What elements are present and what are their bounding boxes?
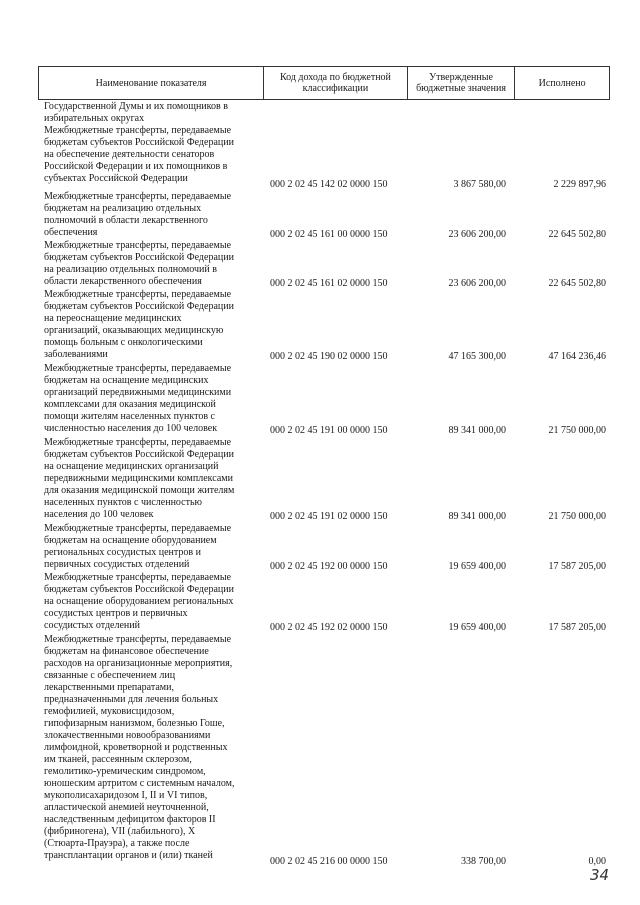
row-code: 000 2 02 45 161 02 0000 150 bbox=[270, 278, 388, 289]
row-executed: 21 750 000,00 bbox=[548, 511, 606, 522]
row-executed: 17 587 205,00 bbox=[548, 561, 606, 572]
row-executed: 2 229 897,96 bbox=[553, 179, 606, 190]
row-code: 000 2 02 45 192 00 0000 150 bbox=[270, 561, 388, 572]
row-code: 000 2 02 45 190 02 0000 150 bbox=[270, 351, 388, 362]
header-approved: Утвержденные бюджетные значения bbox=[408, 67, 516, 99]
row-executed: 17 587 205,00 bbox=[548, 622, 606, 633]
row-name: Межбюджетные трансферты, передаваемые бюджетам на оснащение медицинских организаций передвижными медицинскими комплексами для оказания медицинской помощи жителям населенных пунктов с численностью населения до 100 человек bbox=[44, 363, 232, 434]
row-name: Межбюджетные трансферты, передаваемые бюджетам субъектов Российской Федерации на оснащение медицинских организаций передвижными медицинскими комплексами для оказания медицинской помощи жителям населенных пунктов с численностью населения до 100 человек bbox=[44, 437, 235, 520]
row-approved: 3 867 580,00 bbox=[453, 179, 506, 190]
row-code: 000 2 02 45 142 02 0000 150 bbox=[270, 179, 388, 190]
row-executed: 22 645 502,80 bbox=[548, 278, 606, 289]
header-name: Наименование показателя bbox=[39, 67, 264, 99]
row-code: 000 2 02 45 161 00 0000 150 bbox=[270, 229, 388, 240]
row-name: Межбюджетные трансферты, передаваемые бюджетам на оснащение оборудованием региональных сосудистых центров и первичных сосудистых отделений bbox=[44, 523, 232, 570]
table-header bbox=[38, 66, 610, 100]
row-name: Межбюджетные трансферты, передаваемые бюджетам на финансовое обеспечение расходов на организационные мероприятия, связанные с обеспечением лиц лекарственными препаратами, предназначенными для лечения больных гемофилией, муковисцидозом, гипофизарным нанизмом, болезнью Гоше, злокачественными новообразованиями лимфоидной, кроветворной и родственных им тканей, рассеянным склерозом, гемолитико-уремическим синдромом, юношеским артритом с системным началом, мукополисахаридозом I, II и VI типов, апластической анемией неуточненной, наследственным дефицитом факторов II (фибриногена), VII (лабильного), X (Стюарта-Прауэра), а также после трансплантации органов и (или) тканей bbox=[44, 634, 235, 861]
row-name: Межбюджетные трансферты, передаваемые бюджетам субъектов Российской Федерации на оснащение оборудованием региональных сосудистых центров и первичных сосудистых отделений bbox=[44, 572, 234, 631]
row-name: Межбюджетные трансферты, передаваемые бюджетам субъектов Российской Федерации на обеспечение деятельности сенаторов Российской Федерации и их помощников в субъектах Российской Федерации bbox=[44, 125, 234, 184]
row-code: 000 2 02 45 191 00 0000 150 bbox=[270, 425, 388, 436]
row-code: 000 2 02 45 192 02 0000 150 bbox=[270, 622, 388, 633]
row-executed: 21 750 000,00 bbox=[548, 425, 606, 436]
row-approved: 23 606 200,00 bbox=[448, 278, 506, 289]
page-number: 34 bbox=[590, 866, 610, 884]
row-code: 000 2 02 45 191 02 0000 150 bbox=[270, 511, 388, 522]
row-name: Государственной Думы и их помощников в избирательных округах bbox=[44, 101, 228, 124]
row-executed: 47 164 236,46 bbox=[548, 351, 606, 362]
header-code: Код дохода по бюджетной классификации bbox=[264, 67, 408, 99]
row-approved: 89 341 000,00 bbox=[448, 511, 506, 522]
row-approved: 19 659 400,00 bbox=[448, 622, 506, 633]
row-executed: 0,00 bbox=[588, 856, 606, 867]
row-approved: 47 165 300,00 bbox=[448, 351, 506, 362]
row-approved: 89 341 000,00 bbox=[448, 425, 506, 436]
header-executed: Исполнено bbox=[538, 77, 586, 89]
row-name: Межбюджетные трансферты, передаваемые бюджетам на реализацию отдельных полномочий в области лекарственного обеспечения bbox=[44, 191, 232, 238]
row-approved: 338 700,00 bbox=[461, 856, 506, 867]
row-executed: 22 645 502,80 bbox=[548, 229, 606, 240]
row-name: Межбюджетные трансферты, передаваемые бюджетам субъектов Российской Федерации на реализацию отдельных полномочий в области лекарственного обеспечения bbox=[44, 240, 234, 287]
row-approved: 23 606 200,00 bbox=[448, 229, 506, 240]
row-code: 000 2 02 45 216 00 0000 150 bbox=[270, 856, 388, 867]
row-name: Межбюджетные трансферты, передаваемые бюджетам субъектов Российской Федерации на переоснащение медицинских организаций, оказывающих медицинскую помощь больным с онкологическими заболеваниями bbox=[44, 289, 234, 360]
row-approved: 19 659 400,00 bbox=[448, 561, 506, 572]
